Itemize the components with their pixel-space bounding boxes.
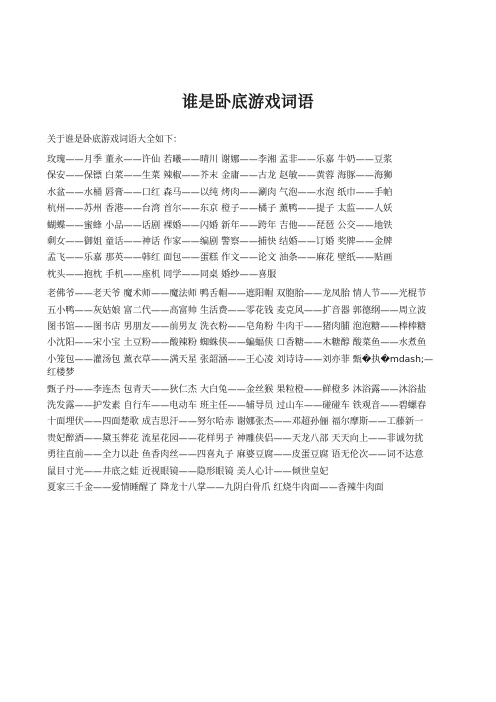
word-pair-paragraph: 小沈阳——宋小宝 土豆粉——酸辣粉 蜘蛛侠——蝙蝠侠 口香糖——木糖醇 酸菜鱼——水煮鱼 — [47, 337, 427, 349]
word-pair-paragraph: 小笼包——灌汤包 薰衣草——满天星 张韶涵——王心凌 刘诗诗——刘亦菲 甄�执�mdash;—红楼梦 — [47, 353, 434, 379]
word-pair-line: 保安——保镖 白菜——生菜 辣椒——芥末 金庸——古龙 赵敏——黄蓉 海豚——海狮 — [47, 170, 393, 182]
word-pair-paragraph: 洗发露——护发素 自行车——电动车 班主任——辅导员 过山车——碰碰车 铁观音——碧螺春 — [47, 400, 427, 412]
word-pair-line: 枕头——抱枕 手机——座机 同学——同桌 婚纱——喜服 — [47, 268, 277, 280]
word-pair-line: 水盆——水桶 唇膏——口红 森马——以纯 烤肉——涮肉 气泡——水泡 纸巾——手帕 — [47, 186, 393, 198]
intro-text: 关于谁是卧底游戏词语大全如下： — [47, 135, 183, 145]
word-pair-line: 蝴蝶——蜜蜂 小品——话剧 裸婚——闪婚 新年——跨年 吉他——琵琶 公交——地铁 — [47, 219, 393, 231]
word-pair-paragraph: 十面埋伏——四面楚歌 成吉思汗——努尔哈赤 谢娜张杰——邓超孙俪 福尔摩斯——工藤新一 — [47, 416, 424, 428]
word-pair-paragraph: 老佛爷——老天爷 魔术师——魔法师 鸭舌帽——遮阳帽 双胞胎——龙凤胎 情人节——光棍节 — [47, 288, 427, 300]
word-pair-line: 孟飞——乐嘉 那英——韩红 面包——蛋糕 作文——论文 油条——麻花 壁纸——贴画 — [47, 252, 393, 264]
word-pairs-body — [47, 153, 437, 497]
word-pair-paragraph: 甄子丹——李连杰 包青天——狄仁杰 大白兔——金丝猴 果粒橙——鲜橙多 沐浴露——沐浴盐 — [47, 383, 427, 395]
word-pair-paragraph: 贵妃醉酒——黛玉葬花 流星花园——花样男子 神雕侠侣——天龙八部 天天向上——非诚勿扰 — [47, 432, 424, 444]
word-pair-line: 杭州——苏州 香港——台湾 首尔——东京 橙子——橘子 薰鸭——提子 太监——人妖 — [47, 203, 393, 215]
word-pair-paragraph: 图书馆——图书店 男朋友——前男友 洗衣粉——皂角粉 牛肉干——猪肉脯 泡泡糖——棒棒糖 — [47, 320, 427, 332]
document-title: 谁是卧底游戏词语 — [181, 92, 314, 111]
word-pair-paragraph: 鼠目寸光——井底之蛙 近视眼镜——隐形眼镜 美人心计——倾世皇妃 — [47, 465, 329, 477]
word-pair-line: 玫瑰——月季 董永——许仙 若曦——晴川 谢娜——李湘 孟非——乐嘉 牛奶——豆浆 — [47, 154, 393, 165]
word-pair-paragraph: 夏家三千金——爱情睡醒了 降龙十八掌——九阴白骨爪 红烧牛肉面——香辣牛肉面 — [47, 482, 384, 494]
word-pair-line: 剩女——御姐 童话——神话 作家——编剧 警察——捕快 结婚——订婚 奖牌——金牌 — [47, 235, 393, 247]
word-pair-paragraph: 勇往直前——全力以赴 鱼香肉丝——四喜丸子 麻婆豆腐——皮蛋豆腐 语无伦次——词不达意 — [47, 449, 424, 461]
word-pair-paragraph: 五小鸭——灰姑娘 富二代——高富帅 生活费——零花钱 麦克风——扩音器 郭德纲——周立波 — [47, 304, 427, 316]
